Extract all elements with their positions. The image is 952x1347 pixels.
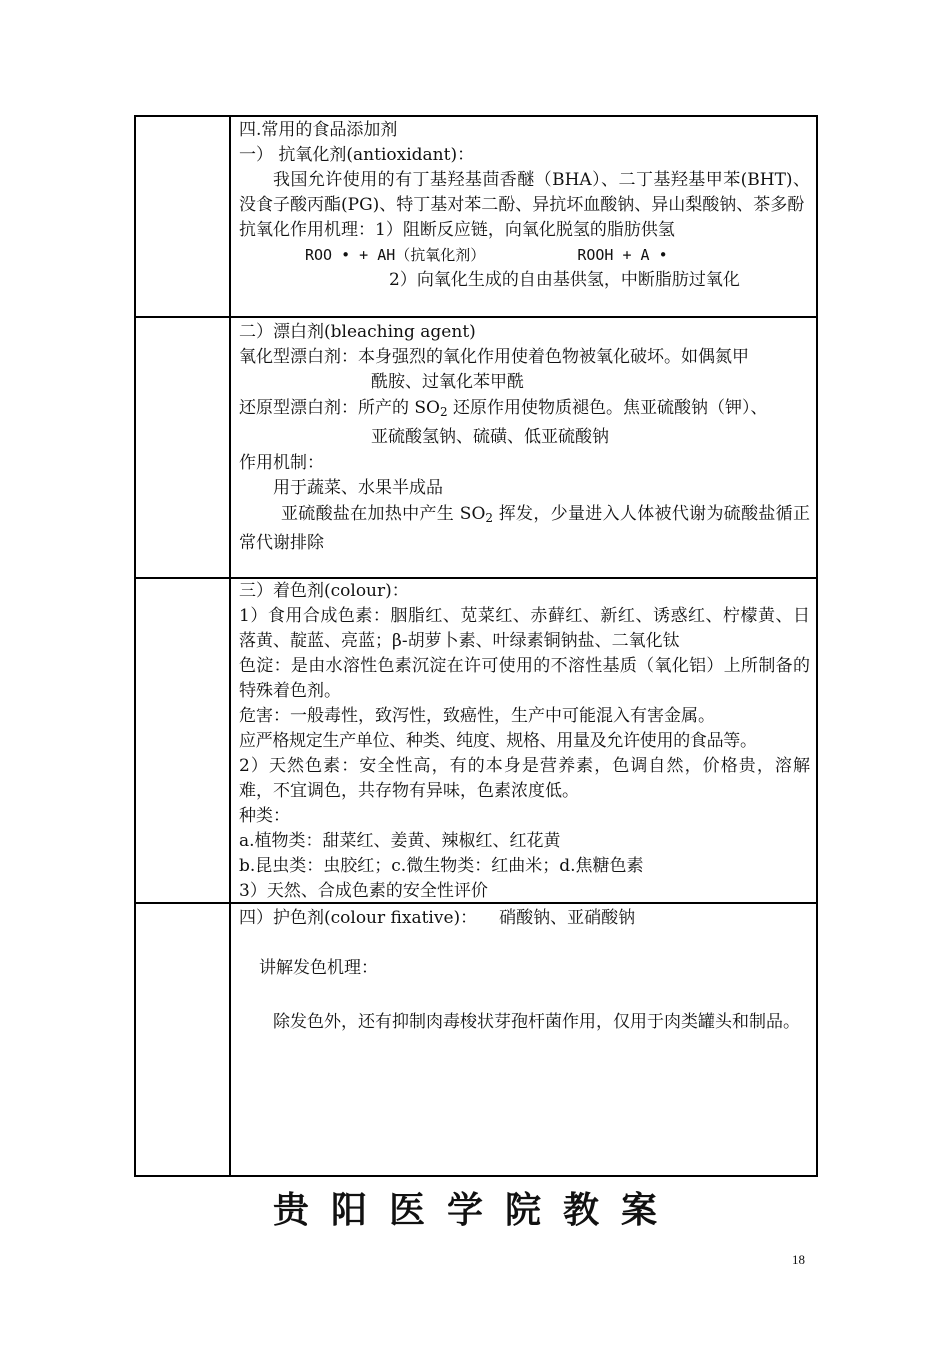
bleach-usage: 用于蔬菜、水果半成品: [273, 478, 443, 498]
sulfite-paragraph: [239, 502, 810, 556]
kind-plant: a.植物类：甜菜红、姜黄、辣椒红、红花黄: [239, 831, 561, 851]
kind-insect-microbe-caramel: b.昆虫类：虫胶红；c.微生物类：红曲米；d.焦糖色素: [239, 856, 644, 876]
sulfite-text-a: 亚硫酸盐在加热中产生 SO: [281, 504, 486, 524]
content-cell: [231, 904, 816, 1175]
fixative-title: 四）护色剂(colour fixative)：: [239, 908, 478, 928]
reductive-text-b: 还原作用使物质褪色。焦亚硫酸钠（钾）、: [447, 398, 768, 418]
antioxidant-mechanism: 抗氧化作用机理：1）阻断反应链，向氧化脱氢的脂肪供氢: [239, 220, 675, 240]
natural-colours: 2）天然色素：安全性高，有的本身是营养素，色调自然，价格贵，溶解难，不宜调色，共存物有异味，色素浓度低。: [239, 756, 810, 801]
left-notes-cell: [136, 904, 231, 1175]
left-notes-cell: [136, 579, 231, 902]
left-notes-cell: [136, 318, 231, 577]
reaction-equation: [239, 243, 810, 268]
antioxidant-paragraph: 我国允许使用的有丁基羟基茴香醚（BHA）、二丁基羟基甲苯(BHT)、没食子酸丙酯(PG)、特丁基对苯二酚、异抗坏血酸钠、异山梨酸钠、茶多酚: [239, 170, 810, 215]
so2-subscript: 2: [440, 405, 448, 419]
reductive-bleach-line2: 亚硫酸氢钠、硫磺、低亚硫酸钠: [371, 427, 609, 447]
synthetic-colours: 1）食用合成色素：胭脂红、苋菜红、赤藓红、新红、诱惑红、柠檬黄、日落黄、靛蓝、亮蓝；β-胡萝卜素、叶绿素铜钠盐、二氧化钛: [239, 606, 810, 651]
antioxidant-title: 一） 抗氧化剂(antioxidant)：: [239, 145, 475, 165]
content-cell: [231, 579, 816, 902]
mechanism-label: 作用机制：: [239, 453, 324, 473]
oxidative-bleach-line1: 氧化型漂白剂：本身强烈的氧化作用使着色物被氧化破坏。如偶氮甲: [239, 347, 749, 367]
table-row-colour: [136, 579, 816, 904]
antioxidant-mechanism-2: 2）向氧化生成的自由基供氢，中断脂肪过氧化: [389, 270, 740, 290]
safety-evaluation: 3）天然、合成色素的安全性评价: [239, 881, 488, 901]
reductive-text-a: 还原型漂白剂：所产的 SO: [239, 398, 440, 418]
so2-subscript: 2: [485, 511, 494, 525]
footer-title: 贵阳医学院教案: [272, 1190, 679, 1231]
table-row-colour-fixative: [136, 904, 816, 1175]
lake-pigment: 色淀：是由水溶性色素沉淀在许可使用的不溶性基质（氧化铝）上所制备的特殊着色剂。: [239, 656, 810, 701]
equation-left: ROO • + AH（抗氧化剂）: [305, 246, 486, 264]
left-notes-cell: [136, 117, 231, 316]
table-row-bleaching: [136, 318, 816, 579]
lesson-plan-table: [134, 115, 818, 1177]
bleaching-title: 二）漂白剂(bleaching agent): [239, 322, 476, 342]
explain-mechanism: 讲解发色机理：: [259, 958, 378, 978]
equation-right: ROOH + A •: [577, 246, 668, 264]
fixative-agents: 硝酸钠、亚硝酸钠: [499, 908, 636, 928]
colour-harm: 危害：一般毒性，致泻性，致癌性，生产中可能混入有害金属。: [239, 706, 715, 726]
section-heading: 四.常用的食品添加剂: [239, 120, 398, 140]
content-cell: [231, 117, 816, 316]
colour-regulation: 应严格规定生产单位、种类、纯度、规格、用量及允许使用的食品等。: [239, 731, 757, 751]
content-cell: [231, 318, 816, 577]
table-row-antioxidant: [136, 117, 816, 318]
kinds-label: 种类：: [239, 806, 290, 826]
fixative-title-line: [239, 906, 810, 931]
oxidative-bleach-line2: 酰胺、过氧化苯甲酰: [371, 372, 524, 392]
page-number: 18: [792, 1252, 805, 1267]
colour-title: 三）着色剂(colour)：: [239, 581, 409, 601]
reductive-bleach-line1: [239, 396, 810, 425]
fixative-other-effects: 除发色外，还有抑制肉毒梭状芽孢杆菌作用，仅用于肉类罐头和制品。: [273, 1012, 800, 1032]
sulfite-text-b: 挥发，少量进入人体被代谢为硫酸盐循正常代谢排除: [239, 504, 810, 553]
